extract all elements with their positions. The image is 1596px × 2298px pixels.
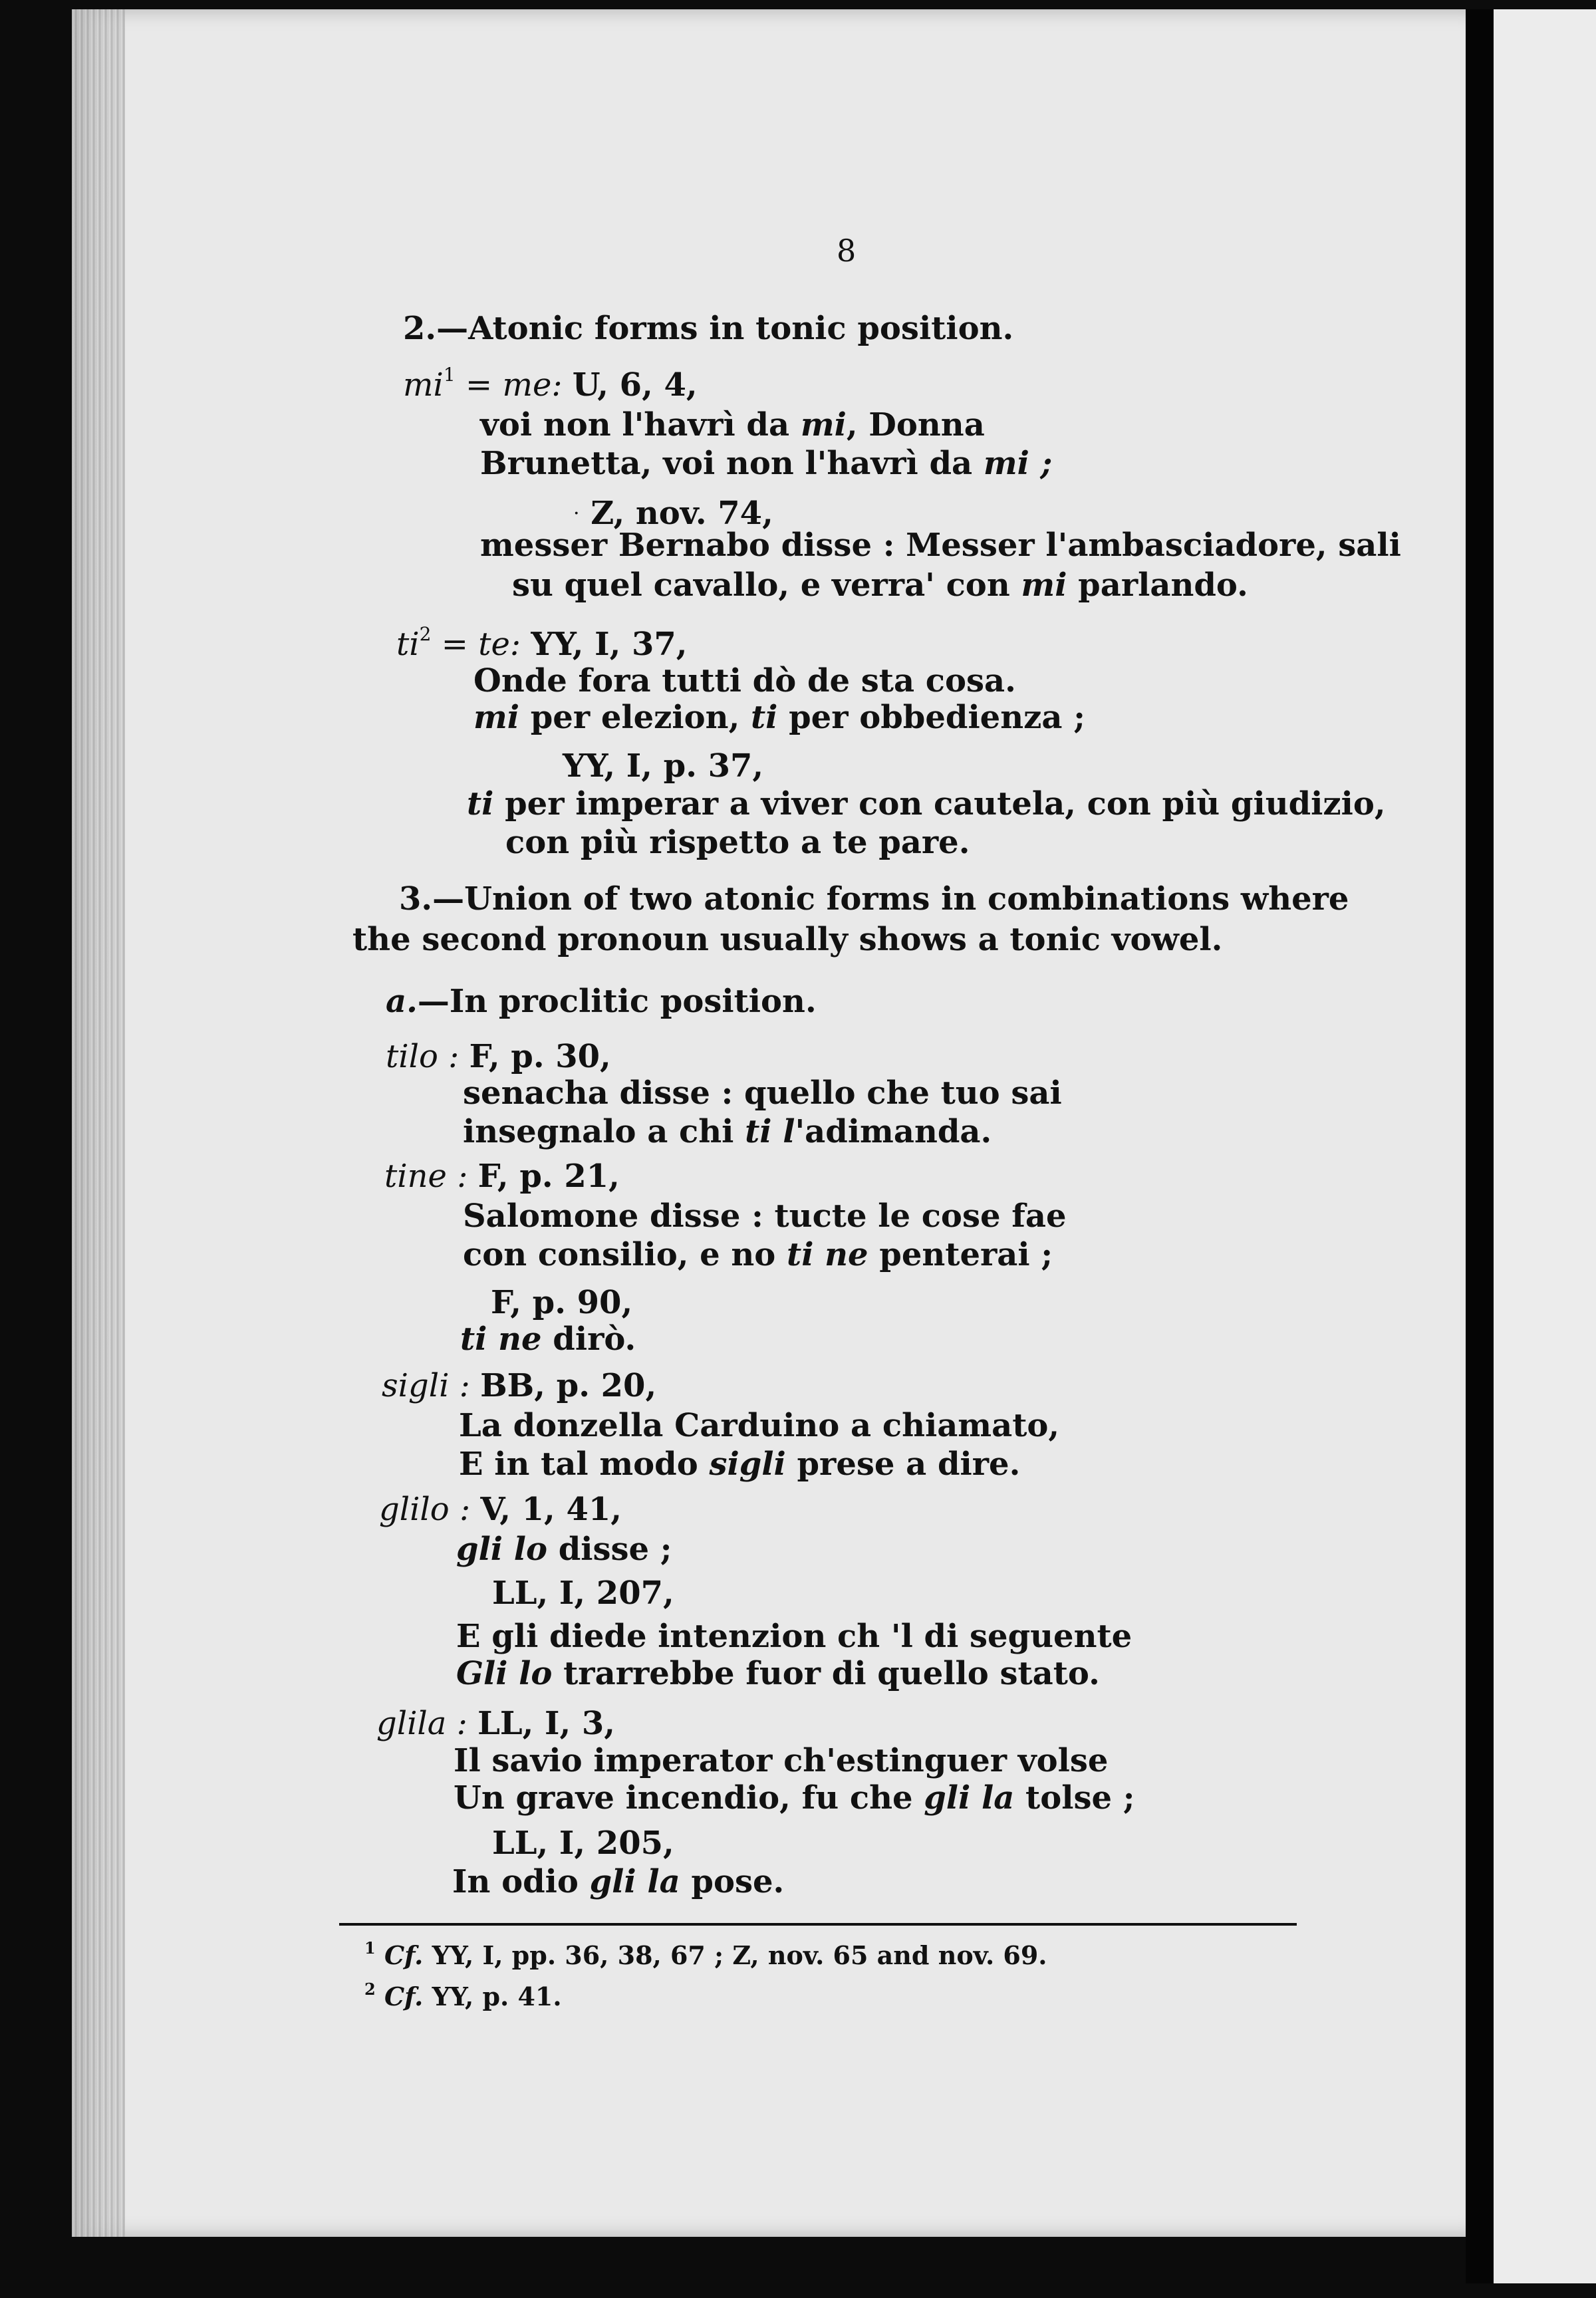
quote-text: dirò. bbox=[541, 1321, 636, 1358]
quote-text: voi non l'havrì da bbox=[480, 406, 801, 444]
equals: = bbox=[431, 626, 479, 663]
quote-text: per elezion, bbox=[519, 699, 751, 736]
quote-line bbox=[459, 1446, 1021, 1483]
facing-page-edge bbox=[1494, 9, 1596, 2283]
quote-italic: ti ne bbox=[460, 1321, 542, 1358]
quote-italic: mi bbox=[1021, 567, 1067, 604]
footnote-number: 1 bbox=[364, 1938, 376, 1958]
source-ref: F, p. 21, bbox=[477, 1158, 620, 1195]
quote-line: Salomone disse : tucte le cose fae bbox=[463, 1198, 1067, 1235]
source-ref: U, 6, 4, bbox=[572, 366, 698, 404]
quote-italic: ti bbox=[467, 785, 494, 823]
entry-term: tine : bbox=[384, 1158, 468, 1195]
quote-line: Il savio imperator ch'estinguer volse bbox=[454, 1742, 1109, 1779]
section-heading-2: 2.—Atonic forms in tonic position. bbox=[403, 310, 1014, 347]
gloss: me bbox=[502, 366, 552, 404]
quote-text: penterai ; bbox=[868, 1236, 1053, 1273]
subsection-a bbox=[386, 983, 817, 1020]
section-heading-3-line2: the second pronoun usually shows a tonic vowel. bbox=[352, 921, 1223, 958]
quote-text: Un grave incendio, fu che bbox=[454, 1779, 924, 1817]
quote-text: disse ; bbox=[547, 1531, 672, 1568]
equals: = bbox=[455, 366, 503, 404]
entry-term: glilo : bbox=[379, 1491, 471, 1528]
source-ref-line: F, p. 90, bbox=[491, 1284, 633, 1321]
footnote-rule bbox=[339, 1923, 1297, 1926]
source-ref: F, p. 30, bbox=[469, 1038, 611, 1075]
footnote-cf: Cf. bbox=[384, 1940, 424, 1970]
quote-italic: gli la bbox=[924, 1779, 1015, 1817]
quote-line: Onde fora tutti dò de sta cosa. bbox=[473, 662, 1016, 700]
quote-italic: ti bbox=[750, 699, 778, 736]
quote-line bbox=[460, 1321, 636, 1358]
quote-text: su quel cavallo, e verra' con bbox=[512, 567, 1021, 604]
quote-text: per obbedienza ; bbox=[777, 699, 1085, 736]
entry-tilo-line bbox=[386, 1038, 611, 1075]
quote-text: insegnalo a chi bbox=[463, 1113, 745, 1150]
page-number: 8 bbox=[837, 233, 857, 269]
quote-text: Brunetta, voi non l'havrì da bbox=[480, 445, 984, 482]
quote-italic: mi bbox=[473, 699, 520, 736]
quote-text: per imperar a viver con cautela, con più giudizio, bbox=[493, 785, 1386, 823]
quote-text: tolse ; bbox=[1014, 1779, 1135, 1817]
gutter-shadow bbox=[1466, 9, 1494, 2283]
entry-ti-line bbox=[396, 623, 688, 663]
quote-line bbox=[480, 406, 985, 444]
gloss: te bbox=[478, 626, 510, 663]
entry-term: glila : bbox=[376, 1705, 467, 1742]
entry-mi-line bbox=[403, 364, 698, 404]
entry-sigli-line bbox=[382, 1367, 657, 1404]
colon: : bbox=[509, 626, 521, 663]
source-ref-line bbox=[573, 495, 773, 532]
source-ref: Z, nov. 74, bbox=[591, 495, 773, 532]
quote-italic: ti l' bbox=[745, 1113, 805, 1150]
footnote-ref: 2 bbox=[419, 623, 432, 645]
page-edges bbox=[72, 9, 125, 2237]
quote-line: senacha disse : quello che tuo sai bbox=[463, 1075, 1062, 1112]
source-ref: LL, I, 3, bbox=[477, 1705, 615, 1742]
quote-italic: gli la bbox=[589, 1863, 680, 1900]
quote-line bbox=[512, 567, 1248, 604]
entry-glilo-line bbox=[379, 1491, 622, 1528]
footnote-1 bbox=[364, 1938, 1047, 1970]
subsection-label: a. bbox=[386, 983, 418, 1020]
footnote-number: 2 bbox=[364, 1979, 376, 1999]
quote-text: prese a dire. bbox=[785, 1446, 1021, 1483]
quote-line bbox=[456, 1531, 672, 1568]
quote-line bbox=[480, 445, 1053, 482]
quote-text: E in tal modo bbox=[459, 1446, 710, 1483]
entry-tine-line bbox=[384, 1158, 620, 1195]
footnote-text: YY, p. 41. bbox=[423, 1981, 562, 2011]
quote-text: In odio bbox=[452, 1863, 590, 1900]
quote-line bbox=[454, 1779, 1135, 1817]
colon: : bbox=[551, 366, 563, 404]
source-ref: YY, I, 37, bbox=[531, 626, 688, 663]
quote-text: con consilio, e no bbox=[463, 1236, 787, 1273]
quote-line bbox=[467, 785, 1386, 823]
quote-line bbox=[463, 1236, 1053, 1273]
quote-text: , Donna bbox=[846, 406, 985, 444]
quote-text: parlando. bbox=[1067, 567, 1248, 604]
footnote-2 bbox=[364, 1979, 562, 2011]
quote-line bbox=[463, 1113, 992, 1150]
source-ref-line: YY, I, p. 37, bbox=[563, 747, 764, 785]
quote-italic: mi bbox=[800, 406, 847, 444]
quote-italic: sigli bbox=[709, 1446, 786, 1483]
quote-line bbox=[452, 1863, 785, 1900]
quote-text: trarrebbe fuor di quello stato. bbox=[552, 1655, 1100, 1692]
subsection-text: —In proclitic position. bbox=[417, 983, 817, 1020]
footnote-cf: Cf. bbox=[384, 1981, 424, 2011]
quote-italic: mi ; bbox=[983, 445, 1053, 482]
quote-line bbox=[456, 1655, 1100, 1692]
footnote-text: YY, I, pp. 36, 38, 67 ; Z, nov. 65 and nov. 69. bbox=[423, 1940, 1047, 1970]
quote-line: E gli diede intenzion ch 'l di seguente bbox=[456, 1618, 1132, 1655]
source-ref-line: LL, I, 205, bbox=[492, 1825, 674, 1862]
quote-italic: ti ne bbox=[787, 1236, 868, 1273]
source-ref-line: LL, I, 207, bbox=[492, 1575, 674, 1612]
footnote-ref: 1 bbox=[443, 364, 456, 386]
entry-term: ti bbox=[396, 626, 420, 663]
entry-term: tilo : bbox=[386, 1038, 460, 1075]
entry-term: mi bbox=[403, 366, 444, 404]
quote-line bbox=[473, 699, 1085, 736]
quote-italic: Gli lo bbox=[456, 1655, 553, 1692]
section-heading-3-line1: 3.—Union of two atonic forms in combinations where bbox=[399, 880, 1349, 918]
quote-line: con più rispetto a te pare. bbox=[505, 824, 970, 861]
entry-term: sigli : bbox=[382, 1367, 470, 1404]
quote-text: adimanda. bbox=[805, 1113, 992, 1150]
entry-glila-line bbox=[376, 1705, 615, 1742]
quote-italic: gli lo bbox=[456, 1531, 547, 1568]
quote-line: messer Bernabo disse : Messer l'ambasciadore, sali bbox=[480, 527, 1401, 564]
stray-dot: · bbox=[573, 502, 580, 525]
quote-text: pose. bbox=[680, 1863, 785, 1900]
source-ref: V, 1, 41, bbox=[480, 1491, 622, 1528]
source-ref: BB, p. 20, bbox=[480, 1367, 657, 1404]
quote-line: La donzella Carduino a chiamato, bbox=[459, 1407, 1060, 1444]
